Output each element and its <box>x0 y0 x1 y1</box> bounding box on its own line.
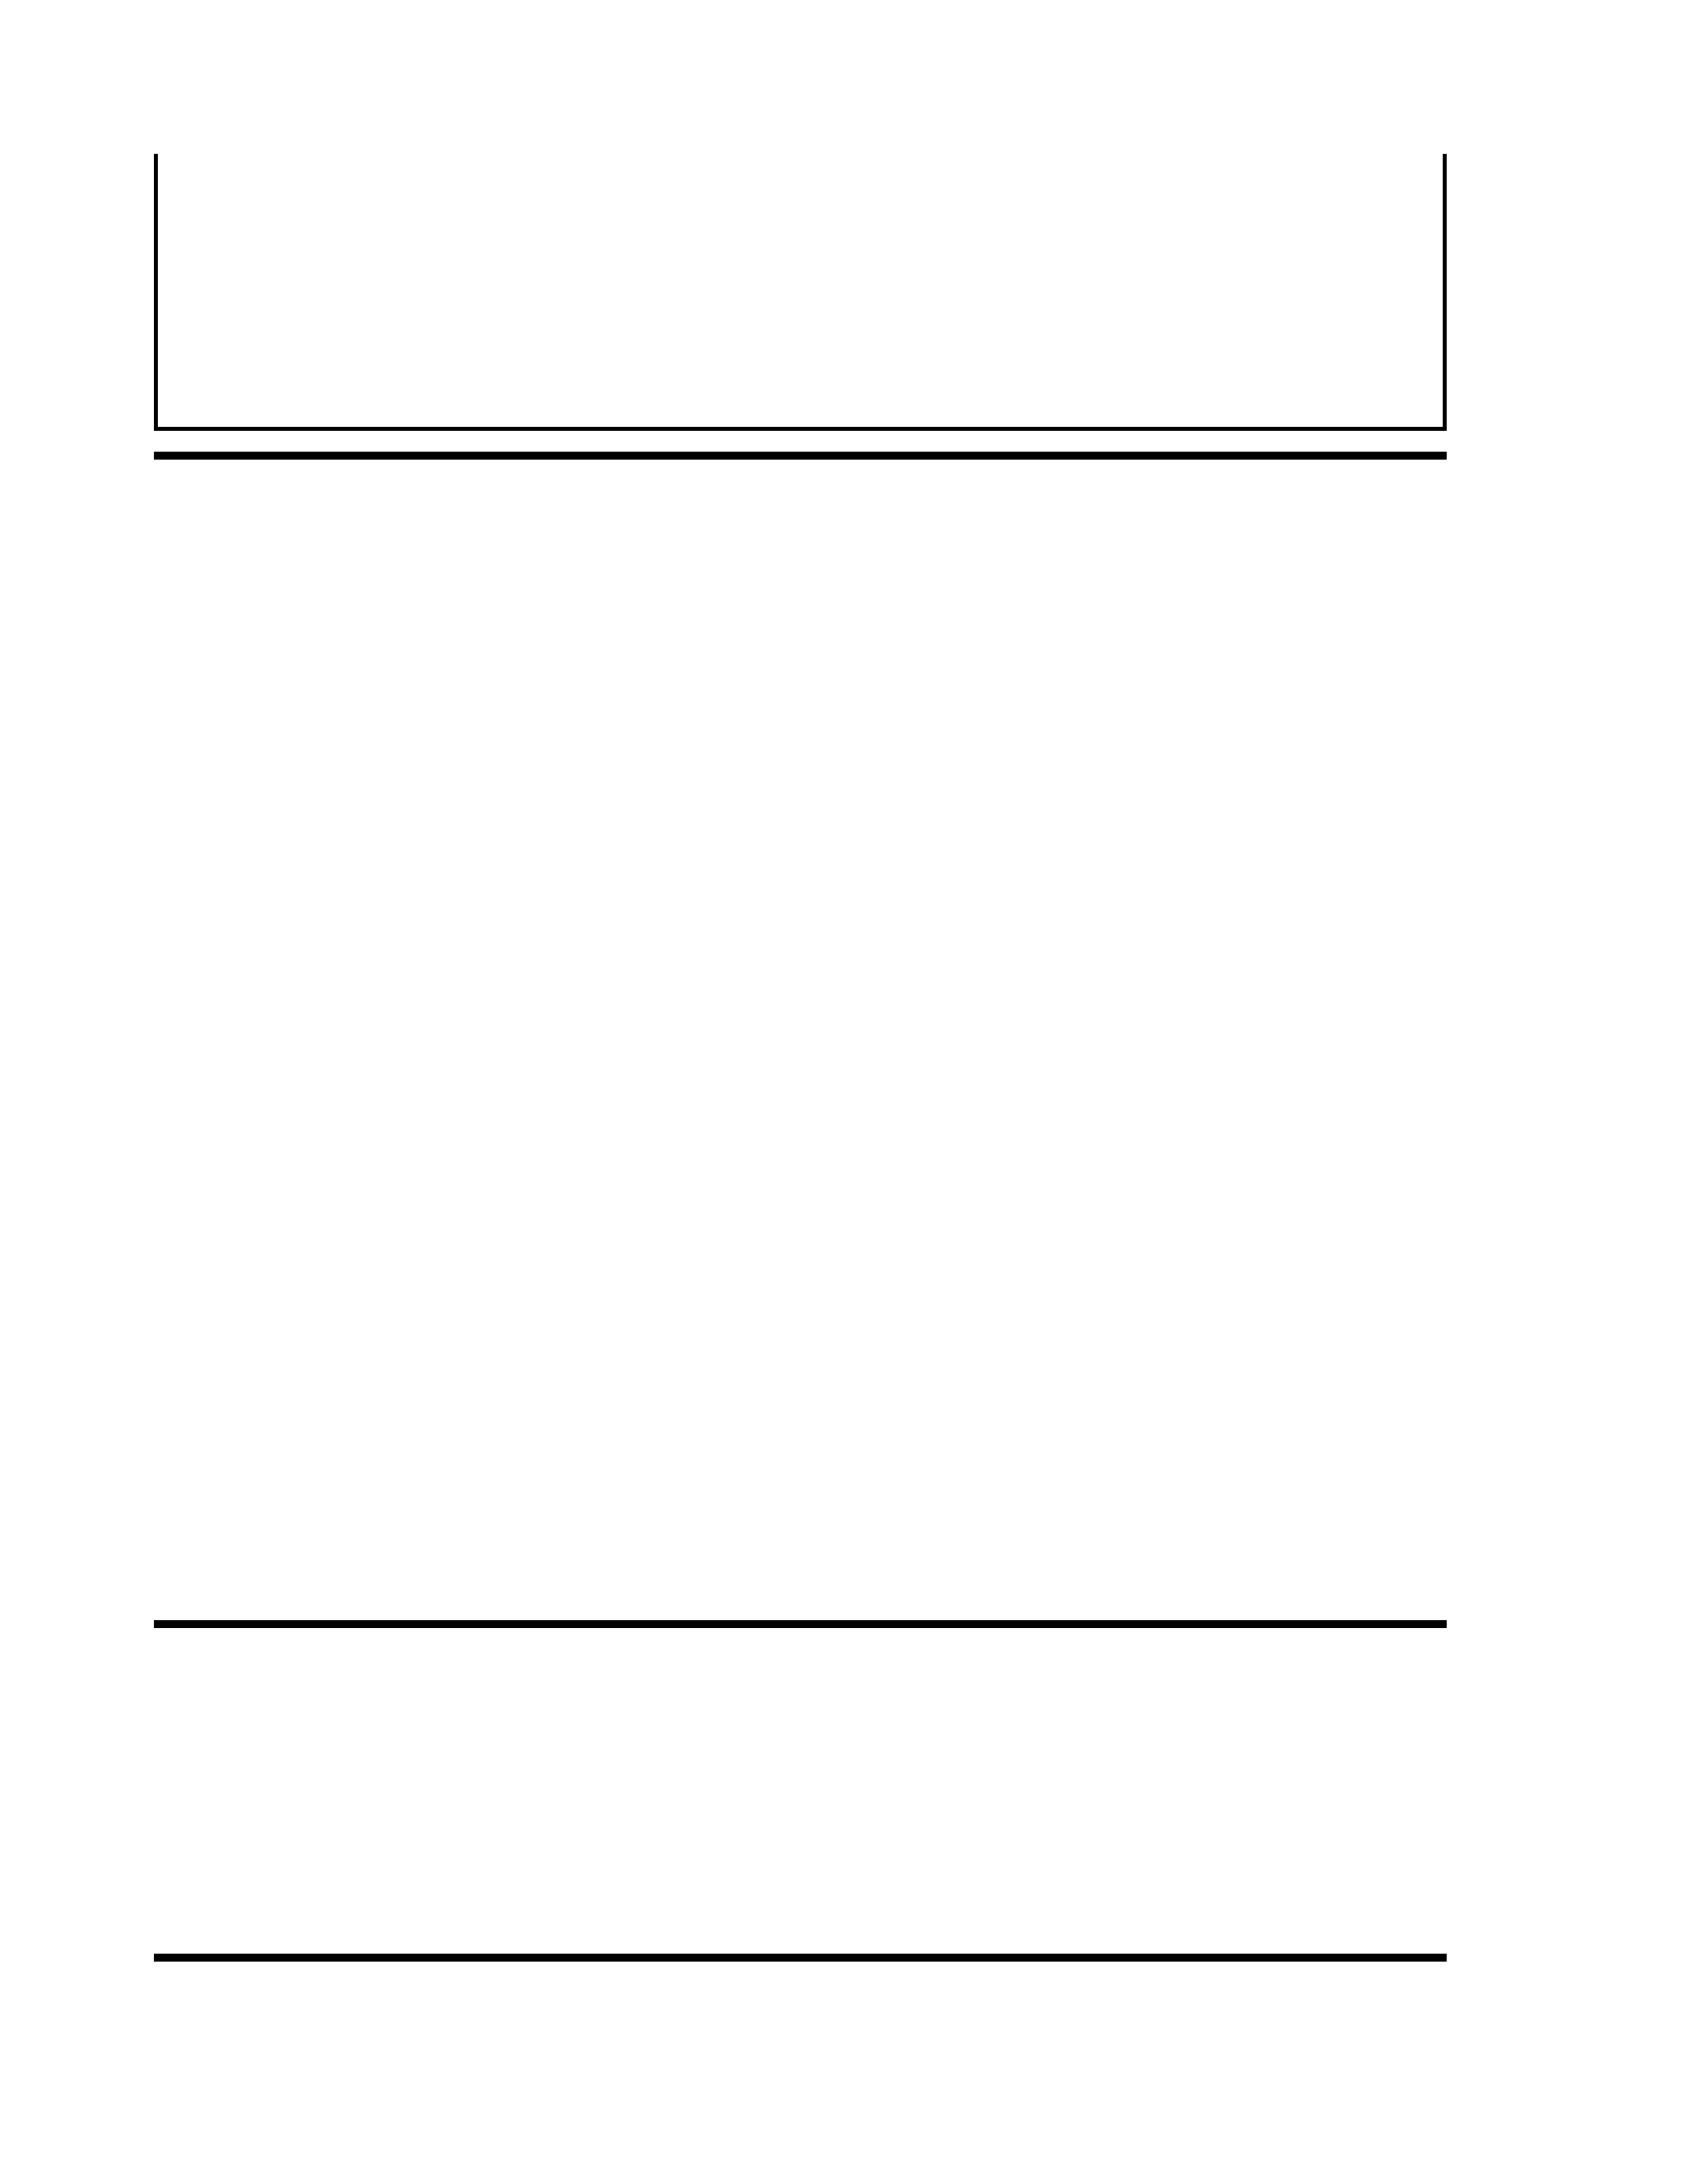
latino-table <box>154 452 1447 460</box>
next-section-table <box>154 1954 1447 1962</box>
black-table <box>154 1620 1447 1628</box>
continued-employee-table <box>154 154 1447 431</box>
